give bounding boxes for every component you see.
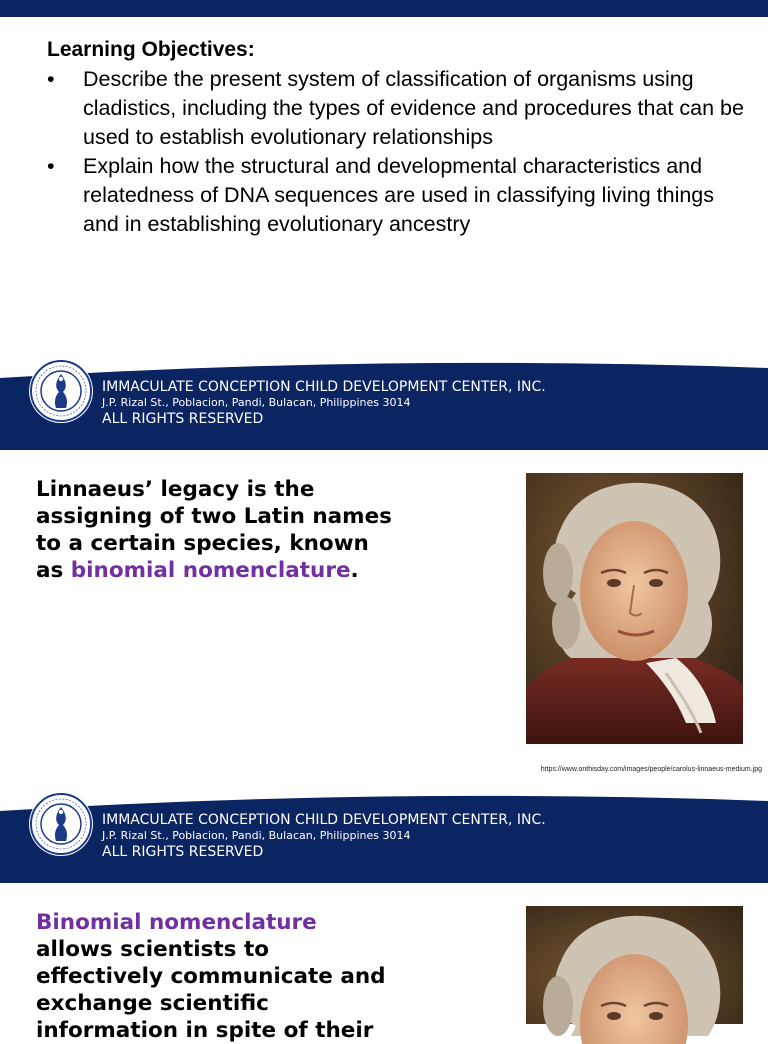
footer-text bbox=[102, 379, 546, 428]
school-seal-logo-icon bbox=[28, 791, 94, 857]
org-address: J.P. Rizal St., Poblacion, Pandi, Bulacan, Philippines 3014 bbox=[102, 396, 411, 409]
bullet-icon: • bbox=[47, 154, 55, 178]
bullet-icon: • bbox=[47, 67, 55, 91]
school-footer-band bbox=[0, 360, 768, 450]
period: . bbox=[350, 558, 359, 583]
objectives-list bbox=[47, 65, 747, 239]
objective-item bbox=[47, 65, 747, 152]
top-header-bar bbox=[0, 0, 768, 17]
rights-notice: ALL RIGHTS RESERVED bbox=[102, 844, 264, 860]
image-source-caption: https://www.onthisday.com/images/people/carolus-linnaeus-medium.jpg bbox=[540, 766, 762, 773]
org-address: J.P. Rizal St., Poblacion, Pandi, Bulacan, Philippines 3014 bbox=[102, 829, 411, 842]
footer-text bbox=[102, 812, 546, 861]
school-footer-band bbox=[0, 793, 768, 883]
binomial-nomenclature-highlight: Binomial nomenclature bbox=[36, 910, 317, 935]
org-name: IMMACULATE CONCEPTION CHILD DEVELOPMENT CENTER, INC. bbox=[102, 812, 546, 828]
binomial-nomenclature-highlight: binomial nomenclature bbox=[70, 558, 351, 583]
school-seal-logo-icon bbox=[28, 358, 94, 424]
objectives-heading: Learning Objectives: bbox=[47, 38, 255, 61]
legacy-text: Linnaeus’ legacy is the assigning of two Latin names to a certain species, known as bbox=[36, 477, 392, 583]
linnaeus-legacy-text bbox=[36, 476, 396, 584]
linnaeus-portrait-image bbox=[526, 906, 743, 1024]
objective-item bbox=[47, 152, 747, 239]
rights-notice: ALL RIGHTS RESERVED bbox=[102, 411, 264, 427]
objective-text: Describe the present system of classification of organisms using cladistics, including the types of evidence and procedures that can be used to establish evolutionary relationships bbox=[83, 67, 744, 149]
linnaeus-portrait-image bbox=[526, 473, 743, 744]
objective-text: Explain how the structural and developmental characteristics and relatedness of DNA sequences are used in classifying living things and in establishing evolutionary ancestry bbox=[83, 154, 715, 236]
binomial-nomenclature-text bbox=[36, 909, 396, 1044]
learning-objectives bbox=[47, 36, 747, 239]
communication-text: allows scientists to effectively communicate and exchange scientific information in spite of their bbox=[36, 937, 386, 1043]
org-name: IMMACULATE CONCEPTION CHILD DEVELOPMENT CENTER, INC. bbox=[102, 379, 546, 395]
